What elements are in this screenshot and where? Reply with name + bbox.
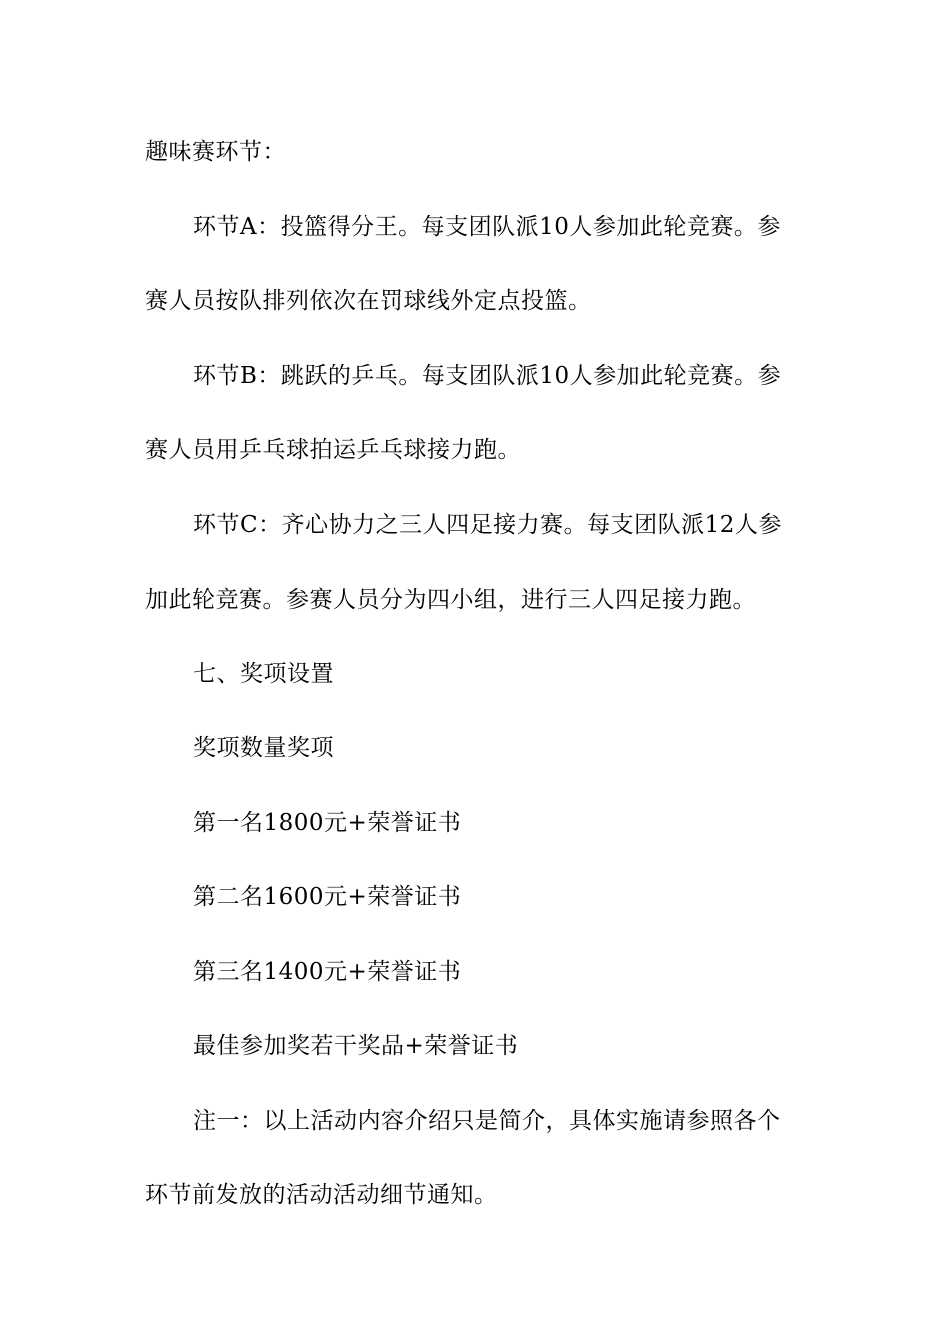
note-line-2: 环节前发放的活动活动细节通知。 — [145, 1182, 498, 1208]
paragraph-stage-b-line-2: 赛人员用乒乓球拍运乒乓球接力跑。 — [145, 437, 521, 463]
section-heading-awards: 七、奖项设置 — [193, 661, 334, 687]
award-third-place: 第三名1400元+荣誉证书 — [193, 959, 462, 985]
note-line-1: 注一：以上活动内容介绍只是简介，具体实施请参照各个 — [193, 1108, 781, 1134]
section-heading-fun-games: 趣味赛环节： — [145, 139, 286, 165]
award-best-participation: 最佳参加奖若干奖品+荣誉证书 — [193, 1033, 519, 1059]
award-first-place: 第一名1800元+荣誉证书 — [193, 810, 462, 836]
paragraph-stage-c-line-2: 加此轮竞赛。参赛人员分为四小组，进行三人四足接力跑。 — [145, 587, 756, 613]
paragraph-stage-a-line-1: 环节A：投篮得分王。每支团队派10人参加此轮竞赛。参 — [193, 214, 781, 240]
paragraph-stage-b-line-1: 环节B：跳跃的乒乓。每支团队派10人参加此轮竞赛。参 — [193, 363, 782, 389]
paragraph-stage-a-line-2: 赛人员按队排列依次在罚球线外定点投篮。 — [145, 288, 592, 314]
paragraph-stage-c-line-1: 环节C：齐心协力之三人四足接力赛。每支团队派12人参 — [193, 512, 782, 538]
awards-header: 奖项数量奖项 — [193, 735, 334, 761]
award-second-place: 第二名1600元+荣誉证书 — [193, 884, 462, 910]
